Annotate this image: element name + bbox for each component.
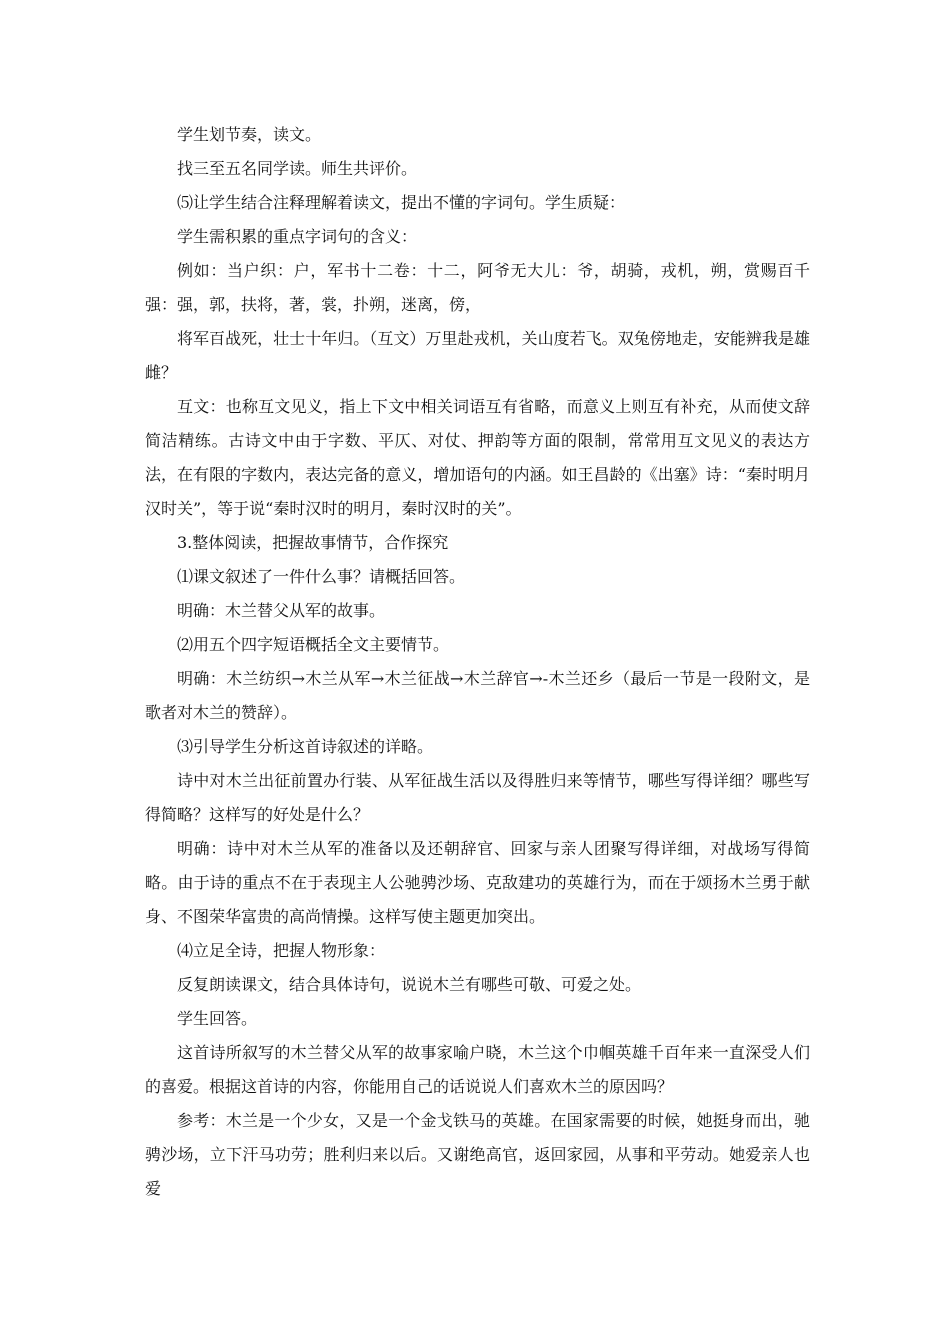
paragraph: 明确：木兰替父从军的故事。 xyxy=(177,601,386,620)
paragraph: 明确：诗中对木兰从军的准备以及还朝辞官、回家与亲人团聚写得详细，对战场写得简略。由于诗的重点不在于表现主人公驰骋沙场、克敌建功的英雄行为，而在于颂扬木兰勇于献身、不图荣华富贵的高尚情操。这样写使主题更加突出。 xyxy=(145,839,810,926)
document-page xyxy=(145,118,810,1206)
paragraph: ⑸让学生结合注释理解着读文，提出不懂的字词句。学生质疑： xyxy=(177,193,626,212)
paragraph: 这首诗所叙写的木兰替父从军的故事家喻户晓，木兰这个巾帼英雄千百年来一直深受人们的喜爱。根据这首诗的内容，你能用自己的话说说人们喜欢木兰的原因吗？ xyxy=(145,1043,810,1096)
paragraph: ⑷立足全诗，把握人物形象： xyxy=(177,941,386,960)
paragraph: 学生回答。 xyxy=(177,1009,258,1028)
paragraph: 3.整体阅读，把握故事情节，合作探究 xyxy=(177,533,449,552)
paragraph: 参考：木兰是一个少女，又是一个金戈铁马的英雄。在国家需要的时候，她挺身而出，驰骋沙场，立下汗马功劳；胜利归来以后。又谢绝高官，返回家园，从事和平劳动。她爱亲人也爱 xyxy=(145,1111,810,1198)
paragraph: 互文：也称互文见义，指上下文中相关词语互有省略，而意义上则互有补充，从而使文辞简洁精练。古诗文中由于字数、平仄、对仗、押韵等方面的限制，常常用互文见义的表达方法，在有限的字数内，表达完备的意义，增加语句的内涵。如王昌龄的《出塞》诗：“秦时明月汉时关”，等于说“秦时汉时的明月，秦时汉时的关”。 xyxy=(145,397,810,518)
paragraph: 找三至五名同学读。师生共评价。 xyxy=(177,159,418,178)
paragraph: ⑴课文叙述了一件什么事？请概括回答。 xyxy=(177,567,466,586)
paragraph: ⑶引导学生分析这首诗叙述的详略。 xyxy=(177,737,434,756)
paragraph: 学生需积累的重点字词句的含义： xyxy=(177,227,418,246)
paragraph: 将军百战死，壮士十年归。（互文）万里赴戎机，关山度若飞。双兔傍地走，安能辨我是雄雌？ xyxy=(145,329,810,382)
paragraph: 反复朗读课文，结合具体诗句，说说木兰有哪些可敬、可爱之处。 xyxy=(177,975,642,994)
paragraph: ⑵用五个四字短语概括全文主要情节。 xyxy=(177,635,450,654)
paragraph: 诗中对木兰出征前置办行装、从军征战生活以及得胜归来等情节，哪些写得详细？哪些写得简略？这样写的好处是什么？ xyxy=(145,771,810,824)
paragraph: 学生划节奏，读文。 xyxy=(177,125,322,144)
paragraph: 明确：木兰纺织→木兰从军→木兰征战→木兰辞官→-木兰还乡（最后一节是一段附文，是歌者对木兰的赞辞）。 xyxy=(145,669,810,722)
paragraph: 例如：当户织：户，军书十二卷：十二，阿爷无大儿：爷，胡骑，戎机，朔，赏赐百千强：强，郭，扶将，著，裳，扑朔，迷离，傍， xyxy=(145,261,810,314)
